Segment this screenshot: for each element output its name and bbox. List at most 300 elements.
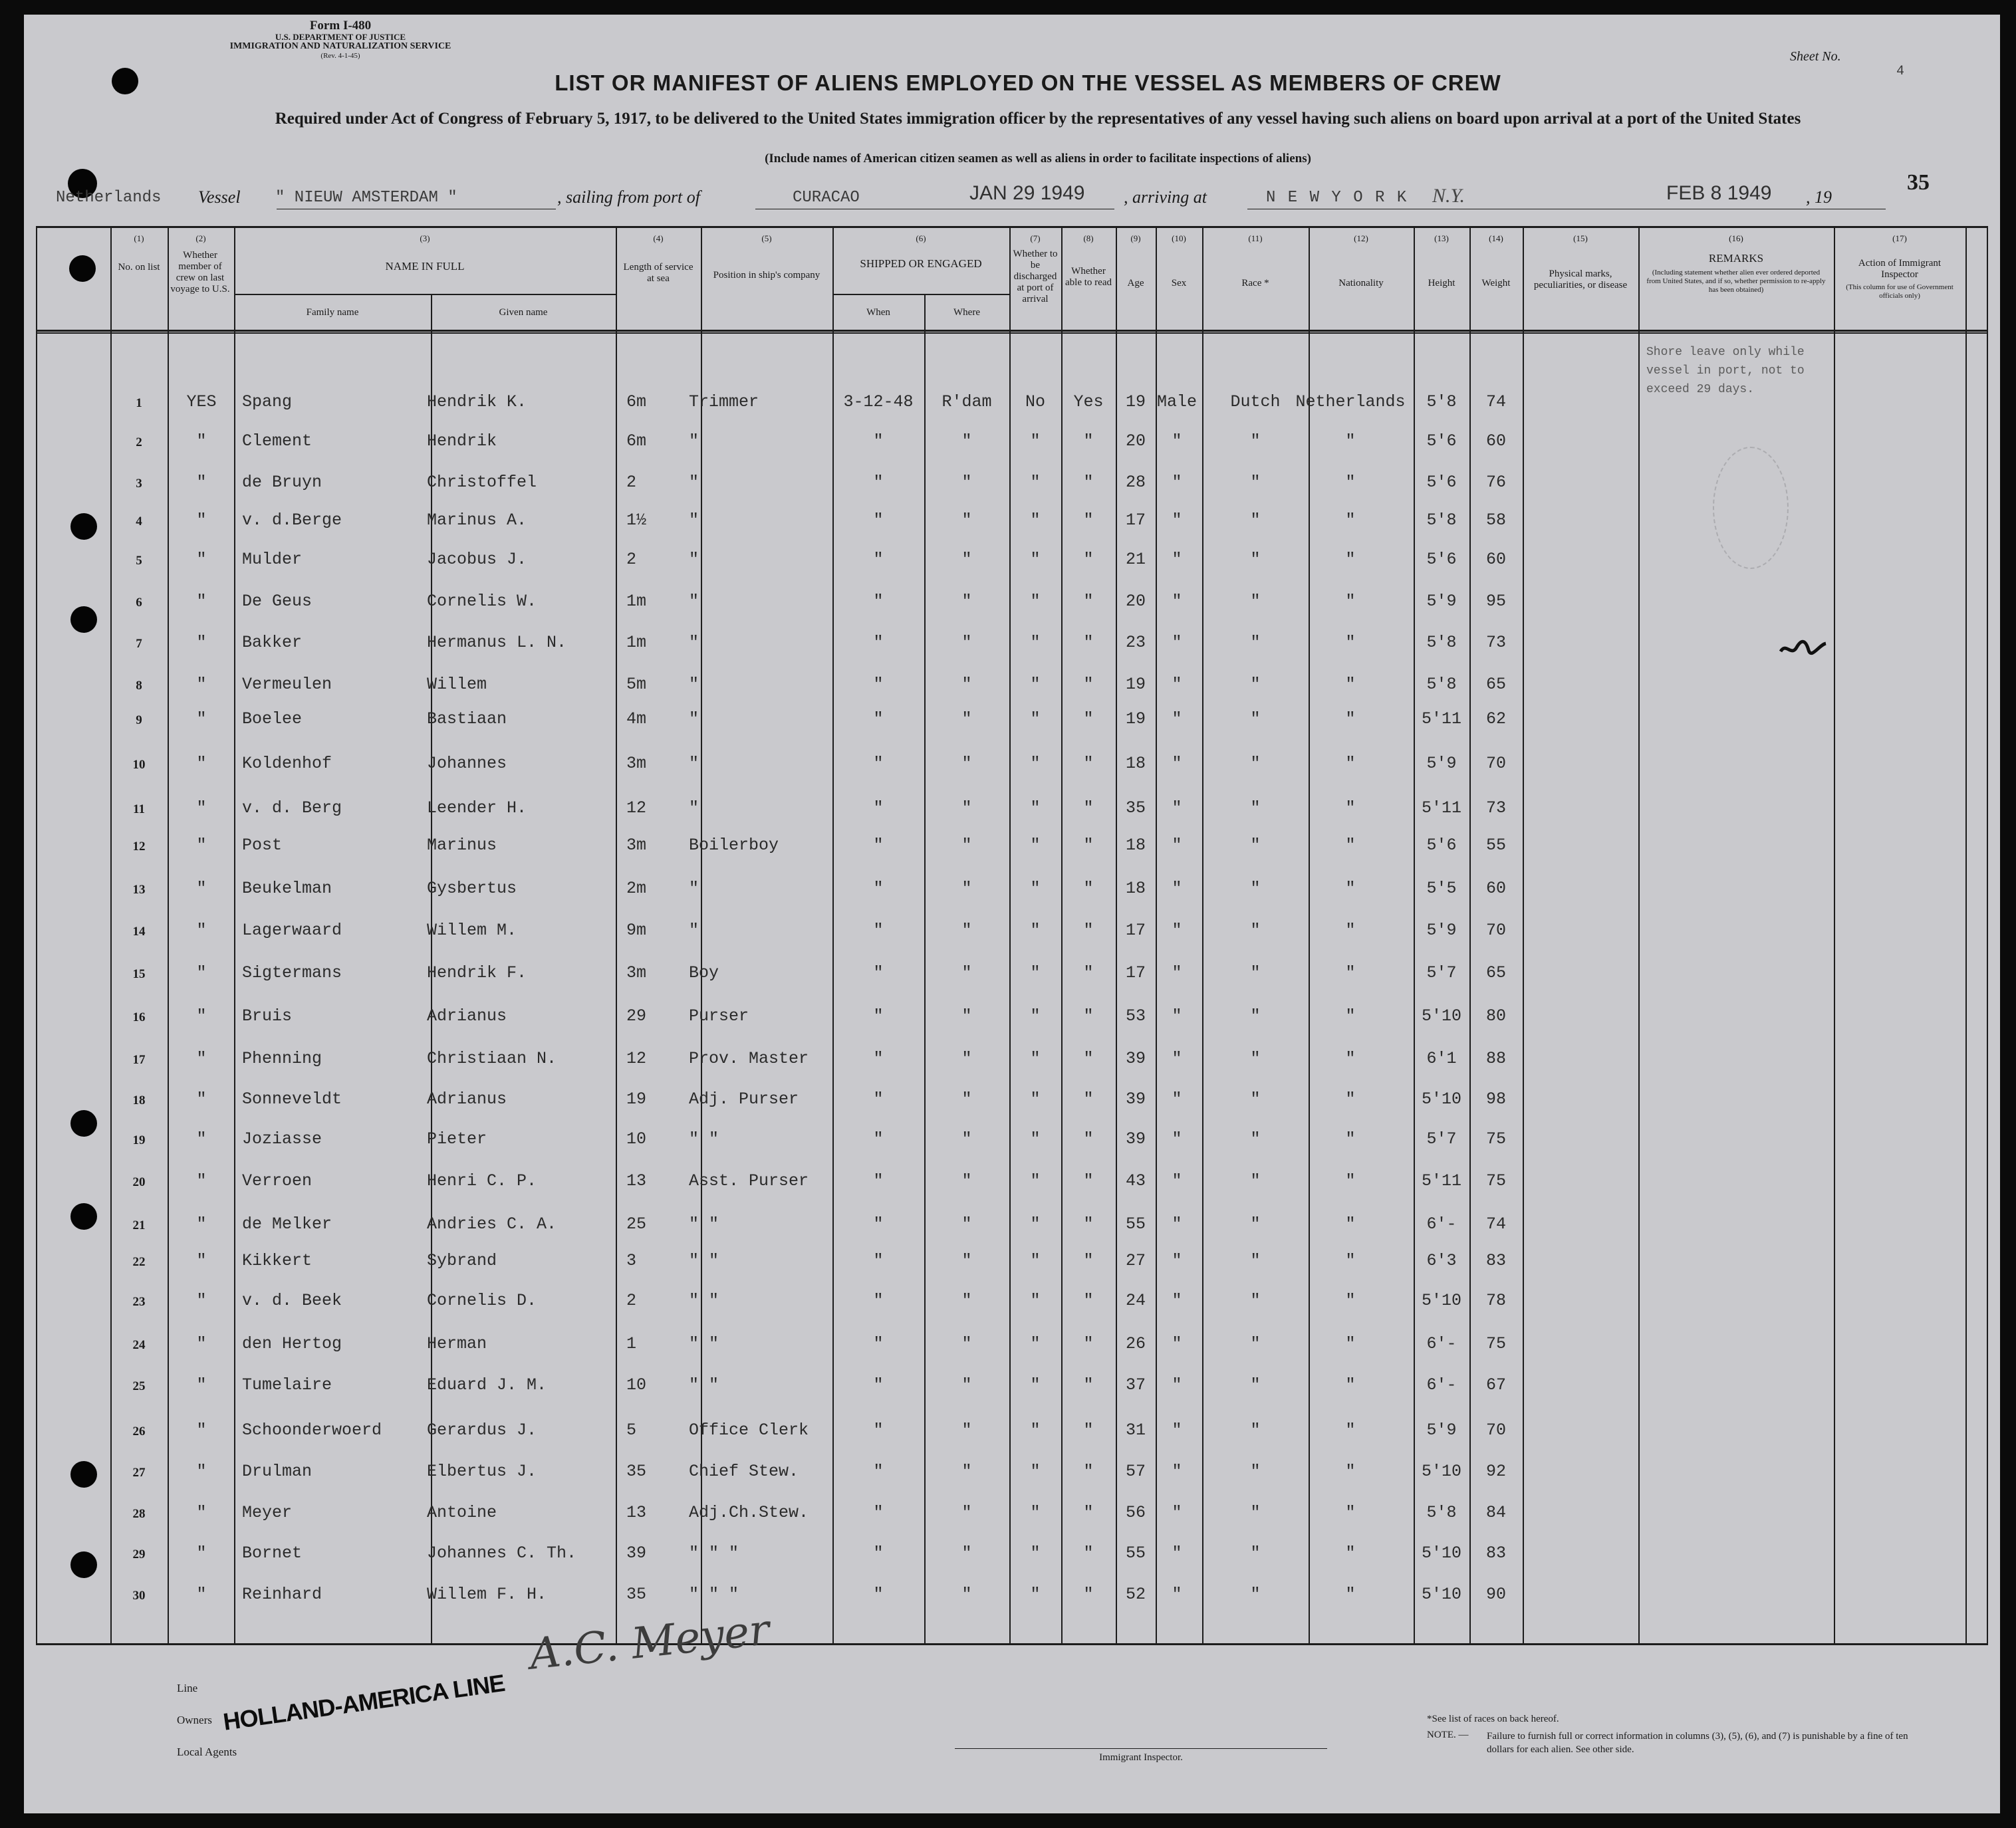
- height-cell: 5'5: [1426, 879, 1457, 898]
- sex-cell: ": [1172, 1089, 1182, 1109]
- row-number: 23: [132, 1295, 146, 1309]
- service-cell: 1½: [626, 511, 647, 530]
- position-cell: ": [689, 473, 699, 492]
- given-name-cell: Christiaan N.: [427, 1049, 557, 1068]
- col3-family-header: Family name: [306, 307, 359, 318]
- weight-cell: 58: [1485, 511, 1506, 530]
- weight-cell: 70: [1485, 921, 1506, 940]
- discharged-cell: ": [1030, 1291, 1041, 1310]
- row-number: 27: [132, 1466, 146, 1480]
- discharged-cell: ": [1030, 1089, 1041, 1109]
- shipped-when-cell: ": [873, 1171, 884, 1191]
- shipped-when-cell: ": [873, 1291, 884, 1310]
- read-cell: ": [1083, 1503, 1094, 1522]
- form-edition: (Rev. 4-1-45): [320, 52, 360, 60]
- service-cell: 25: [626, 1214, 647, 1234]
- voyage-cell: ": [196, 1585, 207, 1604]
- given-name-cell: Andries C. A.: [427, 1214, 557, 1234]
- age-cell: 23: [1125, 633, 1146, 652]
- col7-number: (7): [1030, 233, 1041, 243]
- age-cell: 19: [1125, 675, 1146, 694]
- weight-cell: 55: [1485, 836, 1506, 855]
- position-cell: ": [689, 709, 699, 729]
- family-name-cell: Kikkert: [242, 1251, 313, 1270]
- family-name-cell: Reinhard: [242, 1585, 322, 1604]
- shipped-when-cell: ": [873, 1375, 884, 1395]
- age-cell: 17: [1125, 963, 1146, 982]
- read-cell: ": [1083, 1171, 1094, 1191]
- age-cell: 24: [1125, 1291, 1146, 1310]
- col8-header: Whether able to read: [1065, 266, 1112, 288]
- sheet-number: 4: [1896, 64, 1905, 79]
- service-cell: 3m: [626, 754, 647, 773]
- position-cell: ": [689, 592, 699, 611]
- sex-cell: ": [1172, 963, 1182, 982]
- given-name-cell: Willem M.: [427, 921, 517, 940]
- height-cell: 5'7: [1426, 963, 1457, 982]
- voyage-cell: ": [196, 431, 207, 451]
- family-name-cell: Meyer: [242, 1503, 293, 1522]
- voyage-cell: ": [196, 1291, 207, 1310]
- read-cell: ": [1083, 633, 1094, 652]
- family-name-cell: De Geus: [242, 592, 313, 611]
- read-cell: ": [1083, 675, 1094, 694]
- shipped-when-cell: ": [873, 592, 884, 611]
- voyage-cell: ": [196, 709, 207, 729]
- weight-cell: 74: [1485, 1214, 1506, 1234]
- row-number: 30: [132, 1589, 146, 1603]
- weight-cell: 90: [1485, 1585, 1506, 1604]
- height-cell: 5'9: [1426, 921, 1457, 940]
- discharged-cell: ": [1030, 798, 1041, 818]
- row-number: 2: [136, 435, 142, 449]
- row-number: 11: [133, 802, 145, 816]
- voyage-cell: ": [196, 675, 207, 694]
- shipped-when-cell: ": [873, 1006, 884, 1026]
- col12-header: Nationality: [1338, 278, 1384, 288]
- row-number: 8: [136, 679, 142, 693]
- voyage-cell: ": [196, 1129, 207, 1149]
- position-cell: ": [689, 511, 699, 530]
- sex-cell: ": [1172, 511, 1182, 530]
- position-cell: " ": [689, 1291, 719, 1310]
- height-cell: 5'11: [1421, 709, 1461, 729]
- height-cell: 5'10: [1421, 1006, 1461, 1026]
- nationality-cell: ": [1345, 879, 1356, 898]
- nationality-cell: ": [1345, 633, 1356, 652]
- row-number: 25: [132, 1379, 146, 1393]
- row-number: 15: [132, 967, 146, 981]
- family-name-cell: Lagerwaard: [242, 921, 342, 940]
- note-label: NOTE. —: [1427, 1730, 1469, 1740]
- vessel-label: Vessel: [198, 187, 241, 207]
- position-cell: " ": [689, 1251, 719, 1270]
- position-cell: Boilerboy: [689, 836, 779, 855]
- sex-cell: ": [1172, 1291, 1182, 1310]
- sex-cell: ": [1172, 921, 1182, 940]
- service-cell: 5m: [626, 675, 647, 694]
- row-number: 13: [132, 883, 146, 897]
- given-name-cell: Henri C. P.: [427, 1171, 537, 1191]
- service-cell: 2: [626, 1291, 637, 1310]
- shipped-when-cell: ": [873, 1129, 884, 1149]
- family-name-cell: Joziasse: [242, 1129, 322, 1149]
- row-number: 9: [136, 713, 142, 727]
- col2-header: Whether member of crew on last voyage to U.S.: [170, 250, 230, 294]
- sex-cell: ": [1172, 1462, 1182, 1481]
- race-cell: ": [1250, 1171, 1261, 1191]
- voyage-cell: ": [196, 1006, 207, 1026]
- voyage-cell: ": [196, 754, 207, 773]
- position-cell: ": [689, 754, 699, 773]
- col1-number: (1): [134, 233, 144, 243]
- nationality-cell: ": [1345, 1462, 1356, 1481]
- row-number: 28: [132, 1507, 146, 1521]
- service-cell: 35: [626, 1462, 647, 1481]
- given-name-cell: Herman: [427, 1334, 487, 1353]
- position-cell: " ": [689, 1375, 719, 1395]
- read-cell: ": [1083, 1049, 1094, 1068]
- page-number: 35: [1907, 170, 1930, 195]
- age-cell: 26: [1125, 1334, 1146, 1353]
- height-cell: 5'6: [1426, 473, 1457, 492]
- height-cell: 6'1: [1426, 1049, 1457, 1068]
- service-cell: 4m: [626, 709, 647, 729]
- table-vline: [1834, 226, 1835, 1645]
- given-name-cell: Johannes: [427, 754, 507, 773]
- shipped-where-cell: ": [961, 1214, 972, 1234]
- sex-cell: ": [1172, 798, 1182, 818]
- age-cell: 17: [1125, 511, 1146, 530]
- read-cell: ": [1083, 1129, 1094, 1149]
- shipped-when-cell: ": [873, 1334, 884, 1353]
- nationality-cell: ": [1345, 592, 1356, 611]
- race-cell: ": [1250, 921, 1261, 940]
- shipped-when-cell: ": [873, 1049, 884, 1068]
- height-cell: 5'7: [1426, 1129, 1457, 1149]
- weight-cell: 60: [1485, 431, 1506, 451]
- faint-stamp: [1713, 447, 1789, 569]
- height-cell: 5'11: [1421, 1171, 1461, 1191]
- row-number: 4: [136, 514, 142, 528]
- position-cell: Asst. Purser: [689, 1171, 809, 1191]
- vessel-name: " NIEUW AMSTERDAM ": [275, 189, 457, 207]
- read-cell: ": [1083, 1375, 1094, 1395]
- nationality-cell: ": [1345, 709, 1356, 729]
- service-cell: 5: [626, 1421, 637, 1440]
- col16-header: REMARKS: [1708, 252, 1764, 265]
- discharged-cell: ": [1030, 1334, 1041, 1353]
- given-name-cell: Hendrik F.: [427, 963, 527, 982]
- col9-header: Age: [1127, 278, 1144, 288]
- race-cell: ": [1250, 592, 1261, 611]
- age-cell: 18: [1125, 836, 1146, 855]
- height-cell: 5'9: [1426, 592, 1457, 611]
- shipped-where-cell: ": [961, 1049, 972, 1068]
- given-name-cell: Jacobus J.: [427, 550, 527, 569]
- shipped-where-cell: ": [961, 431, 972, 451]
- weight-cell: 92: [1485, 1462, 1506, 1481]
- given-name-cell: Marinus A.: [427, 511, 527, 530]
- col16-number: (16): [1729, 233, 1743, 243]
- row-number: 21: [132, 1218, 146, 1232]
- voyage-cell: ": [196, 1251, 207, 1270]
- races-note: *See list of races on back hereof.: [1427, 1714, 1559, 1724]
- read-cell: ": [1083, 1543, 1094, 1563]
- read-cell: ": [1083, 798, 1094, 818]
- table-vline: [234, 226, 235, 1645]
- age-cell: 27: [1125, 1251, 1146, 1270]
- shipped-when-cell: ": [873, 963, 884, 982]
- sex-cell: ": [1172, 1375, 1182, 1395]
- race-cell: ": [1250, 1251, 1261, 1270]
- row-number: 3: [136, 477, 142, 491]
- arriving-label: , arriving at: [1124, 187, 1207, 207]
- weight-cell: 76: [1485, 473, 1506, 492]
- sex-cell: ": [1172, 550, 1182, 569]
- page-subtitle: Required under Act of Congress of February 5, 1917, to be delivered to the United States immigration officer by the representatives of any vessel having such aliens on board upon arrival at a port of the United States: [275, 110, 1801, 128]
- shipped-where-cell: ": [961, 1462, 972, 1481]
- read-cell: ": [1083, 921, 1094, 940]
- shipped-where-cell: ": [961, 1129, 972, 1149]
- page-note: (Include names of American citizen seamen as well as aliens in order to facilitate inspections of aliens): [765, 152, 1311, 166]
- service-cell: 29: [626, 1006, 647, 1026]
- sailing-label: , sailing from port of: [557, 187, 701, 207]
- shipped-where-cell: R'dam: [942, 392, 992, 411]
- sex-cell: ": [1172, 1006, 1182, 1026]
- service-cell: 13: [626, 1503, 647, 1522]
- voyage-cell: ": [196, 1334, 207, 1353]
- voyage-cell: ": [196, 1421, 207, 1440]
- family-name-cell: Sonneveldt: [242, 1089, 342, 1109]
- manifest-sheet: [24, 15, 2000, 1813]
- voyage-cell: ": [196, 550, 207, 569]
- given-name-cell: Gerardus J.: [427, 1421, 537, 1440]
- sex-cell: ": [1172, 431, 1182, 451]
- shipped-when-cell: ": [873, 1251, 884, 1270]
- nationality-cell: ": [1345, 1089, 1356, 1109]
- shipped-where-cell: ": [961, 879, 972, 898]
- position-cell: Office Clerk: [689, 1421, 809, 1440]
- family-name-cell: Tumelaire: [242, 1375, 332, 1395]
- race-cell: ": [1250, 511, 1261, 530]
- race-cell: ": [1250, 879, 1261, 898]
- name-subheader-rule: [234, 294, 616, 295]
- read-cell: ": [1083, 592, 1094, 611]
- height-cell: 5'8: [1426, 675, 1457, 694]
- age-cell: 53: [1125, 1006, 1146, 1026]
- given-name-cell: Adrianus: [427, 1089, 507, 1109]
- shipped-when-cell: ": [873, 798, 884, 818]
- position-cell: ": [689, 798, 699, 818]
- race-cell: ": [1250, 1543, 1261, 1563]
- sex-cell: ": [1172, 709, 1182, 729]
- service-cell: 2: [626, 473, 637, 492]
- row-number: 6: [136, 596, 142, 610]
- weight-cell: 83: [1485, 1251, 1506, 1270]
- position-cell: Boy: [689, 963, 719, 982]
- discharged-cell: ": [1030, 754, 1041, 773]
- service-cell: 35: [626, 1585, 647, 1604]
- discharged-cell: ": [1030, 709, 1041, 729]
- age-cell: 28: [1125, 473, 1146, 492]
- service-cell: 1: [626, 1334, 637, 1353]
- shipped-where-cell: ": [961, 836, 972, 855]
- shipped-where-cell: ": [961, 511, 972, 530]
- row-number: 24: [132, 1338, 146, 1352]
- read-cell: ": [1083, 1585, 1094, 1604]
- given-name-cell: Hendrik K.: [427, 392, 527, 411]
- col15-header: Physical marks, peculiarities, or disease: [1533, 269, 1628, 290]
- race-cell: ": [1250, 798, 1261, 818]
- col14-number: (14): [1489, 233, 1503, 243]
- table-top-border: [36, 226, 1988, 228]
- table-vline: [1638, 226, 1640, 1645]
- shipped-when-cell: ": [873, 709, 884, 729]
- nationality-cell: ": [1345, 1543, 1356, 1563]
- service-cell: 12: [626, 1049, 647, 1068]
- discharged-cell: ": [1030, 836, 1041, 855]
- shipped-when-cell: ": [873, 1421, 884, 1440]
- inspector-line: [955, 1748, 1327, 1749]
- shipped-when-cell: ": [873, 1543, 884, 1563]
- voyage-cell: ": [196, 592, 207, 611]
- voyage-cell: ": [196, 1503, 207, 1522]
- race-cell: ": [1250, 675, 1261, 694]
- weight-cell: 95: [1485, 592, 1506, 611]
- family-name-cell: v. d.Berge: [242, 511, 342, 530]
- col13-number: (13): [1434, 233, 1449, 243]
- col6-where-header: Where: [953, 307, 980, 318]
- service-cell: 3: [626, 1251, 637, 1270]
- col1-header: No. on list: [118, 262, 160, 273]
- given-name-cell: Christoffel: [427, 473, 537, 492]
- shipped-when-cell: ": [873, 1214, 884, 1234]
- table-right-border: [1987, 226, 1988, 1645]
- shipped-where-cell: ": [961, 1251, 972, 1270]
- discharged-cell: ": [1030, 1421, 1041, 1440]
- read-cell: ": [1083, 1006, 1094, 1026]
- race-cell: ": [1250, 1334, 1261, 1353]
- service-cell: 13: [626, 1171, 647, 1191]
- voyage-cell: ": [196, 511, 207, 530]
- given-name-cell: Pieter: [427, 1129, 487, 1149]
- age-cell: 35: [1125, 798, 1146, 818]
- row-number: 7: [136, 637, 142, 651]
- race-cell: ": [1250, 431, 1261, 451]
- weight-cell: 70: [1485, 754, 1506, 773]
- department: U.S. DEPARTMENT OF JUSTICE: [275, 32, 406, 42]
- col14-header: Weight: [1481, 278, 1511, 288]
- voyage-cell: ": [196, 473, 207, 492]
- position-cell: " ": [689, 1334, 719, 1353]
- service-cell: 10: [626, 1129, 647, 1149]
- service-cell: 19: [626, 1089, 647, 1109]
- service-cell: 1m: [626, 592, 647, 611]
- shipped-where-cell: ": [961, 1503, 972, 1522]
- shipped-where-cell: ": [961, 1089, 972, 1109]
- col9-number: (9): [1130, 233, 1141, 243]
- nationality-cell: ": [1345, 1503, 1356, 1522]
- nationality-cell: ": [1345, 511, 1356, 530]
- given-name-cell: Hermanus L. N.: [427, 633, 567, 652]
- height-cell: 5'9: [1426, 754, 1457, 773]
- voyage-cell: ": [196, 1214, 207, 1234]
- col3-number: (3): [420, 233, 430, 243]
- row-number: 29: [132, 1547, 146, 1561]
- nationality-cell: ": [1345, 754, 1356, 773]
- col6-header: SHIPPED OR ENGAGED: [860, 257, 982, 270]
- shipped-where-cell: ": [961, 754, 972, 773]
- voyage-cell: ": [196, 1375, 207, 1395]
- date-stamp-to: FEB 8 1949: [1666, 182, 1772, 204]
- given-name-cell: Antoine: [427, 1503, 497, 1522]
- col16-subheader: (Including statement whether alien ever ordered deported from United States, and if so, whether permission to re-apply has been obtained): [1646, 269, 1826, 294]
- read-cell: ": [1083, 1462, 1094, 1481]
- height-cell: 5'10: [1421, 1291, 1461, 1310]
- shipped-where-cell: ": [961, 633, 972, 652]
- note-text: Failure to furnish full or correct information in columns (3), (5), (6), and (7) is punishable by a fine of ten dollars for each alien. See other side.: [1487, 1731, 1908, 1755]
- position-cell: Prov. Master: [689, 1049, 809, 1068]
- weight-cell: 75: [1485, 1334, 1506, 1353]
- col17-subheader: (This column for use of Government officials only): [1846, 283, 1953, 300]
- col11-header: Race *: [1241, 278, 1269, 288]
- race-cell: ": [1250, 550, 1261, 569]
- company-stamp: HOLLAND-AMERICA LINE: [221, 1668, 507, 1736]
- nationality-cell: ": [1345, 1129, 1356, 1149]
- voyage-cell: ": [196, 1089, 207, 1109]
- given-name-cell: Adrianus: [427, 1006, 507, 1026]
- read-cell: ": [1083, 1251, 1094, 1270]
- col2-number: (2): [195, 233, 206, 243]
- position-cell: " " ": [689, 1543, 739, 1563]
- service-cell: 10: [626, 1375, 647, 1395]
- shipped-when-cell: ": [873, 473, 884, 492]
- nationality-cell: ": [1345, 1214, 1356, 1234]
- col6-when-header: When: [866, 307, 890, 318]
- height-cell: 5'10: [1421, 1462, 1461, 1481]
- row-number: 16: [132, 1010, 146, 1024]
- row-number: 19: [132, 1133, 146, 1147]
- given-name-cell: Marinus: [427, 836, 497, 855]
- height-cell: 6'-: [1426, 1214, 1457, 1234]
- shipped-when-cell: 3-12-48: [843, 392, 914, 411]
- race-cell: ": [1250, 754, 1261, 773]
- shipped-where-cell: ": [961, 1375, 972, 1395]
- sex-cell: ": [1172, 1049, 1182, 1068]
- table-vline: [616, 226, 617, 1645]
- year-label: , 19: [1806, 187, 1832, 207]
- col5-header: Position in ship's company: [713, 270, 820, 281]
- height-cell: 6'3: [1426, 1251, 1457, 1270]
- age-cell: 19: [1125, 392, 1146, 411]
- shipped-subheader-rule: [832, 294, 1009, 295]
- family-name-cell: Verroen: [242, 1171, 313, 1191]
- read-cell: ": [1083, 1214, 1094, 1234]
- position-cell: ": [689, 431, 699, 451]
- discharged-cell: ": [1030, 1375, 1041, 1395]
- age-cell: 37: [1125, 1375, 1146, 1395]
- race-cell: ": [1250, 633, 1261, 652]
- age-cell: 19: [1125, 709, 1146, 729]
- shipped-where-cell: ": [961, 1171, 972, 1191]
- age-cell: 55: [1125, 1214, 1146, 1234]
- service-cell: 12: [626, 798, 647, 818]
- col8-number: (8): [1083, 233, 1094, 243]
- position-cell: Trimmer: [689, 392, 759, 411]
- sex-cell: ": [1172, 836, 1182, 855]
- height-cell: 5'10: [1421, 1585, 1461, 1604]
